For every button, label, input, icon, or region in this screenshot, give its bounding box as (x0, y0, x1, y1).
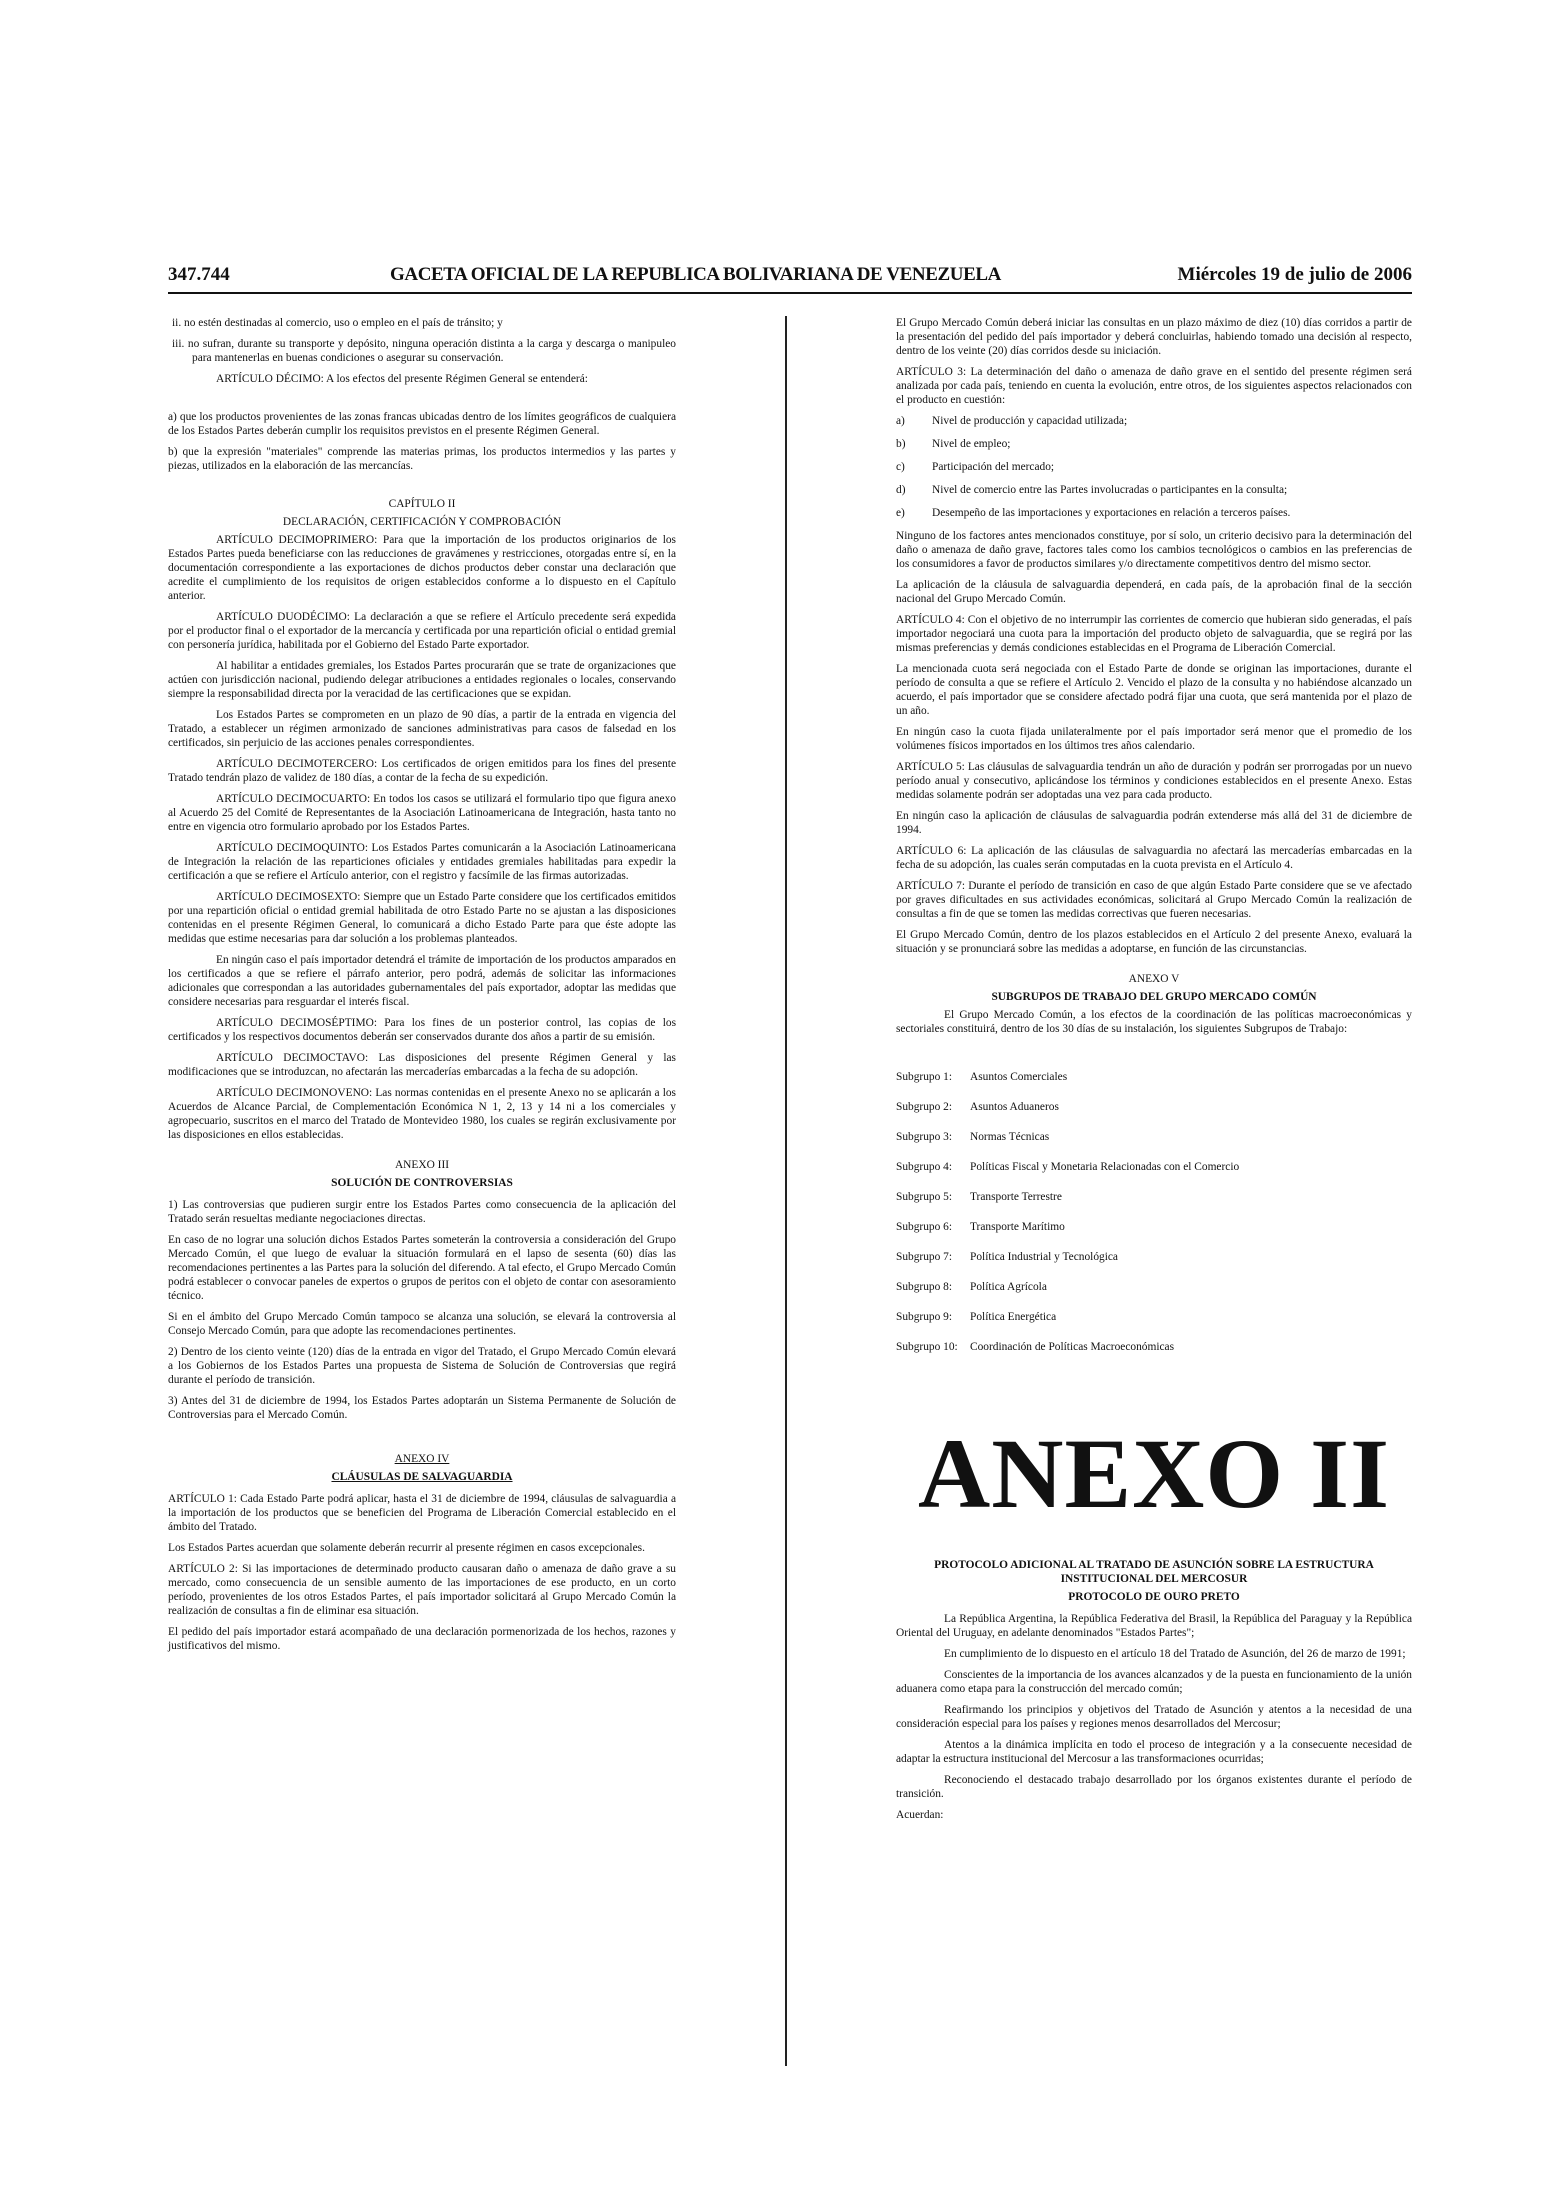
subgroup-item (896, 1130, 1412, 1144)
article-paragraph: ARTÍCULO DECIMOSEXTO: Siempre que un Estado Parte considere que los certificados emitidos por una repartición oficial o entidad gremial habilitada de otro Estado Parte no se ajustan a las disposiciones contenidas en el presente Régimen General, lo comunicará a dicho Estado Parte para que éste adopte las medidas que estime necesarias para dar solución a los problemas planteados. (168, 891, 676, 945)
right-column (896, 316, 1412, 2076)
list-item-label: d) (896, 484, 906, 496)
article-paragraph: ARTÍCULO 4: Con el objetivo de no interrumpir las corrientes de comercio que hubieran sido generadas, el país importador negociará una cuota para la importación del producto objeto de salvaguardia, que se regirá por las mismas preferencias y demás condiciones establecidas en el Programa de Liberación Comercial. (896, 614, 1412, 654)
subgroup-item (896, 1310, 1412, 1324)
protocol-closing: Acuerdan: (896, 1809, 944, 1821)
annex-3-paragraph: 2) Dentro de los ciento veinte (120) días de la entrada en vigor del Tratado, el Grupo Mercado Común elevará a los Gobiernos de los Estados Partes una propuesta de Sistema de Solución de Controversias que regirá durante el período de transición. (168, 1346, 676, 1386)
subgroup-name: Política Industrial y Tecnológica (970, 1251, 1118, 1263)
subgroup-name: Transporte Terrestre (970, 1191, 1062, 1203)
list-item-text: Nivel de empleo; (932, 438, 1011, 450)
article-paragraph: En ningún caso la aplicación de cláusulas de salvaguardia podrán extenderse más allá del 31 de diciembre de 1994. (896, 810, 1412, 836)
chapter-subtitle: DECLARACIÓN, CERTIFICACIÓN Y COMPROBACIÓN (282, 516, 562, 528)
article-paragraph: ARTÍCULO DECIMOSÉPTIMO: Para los fines de un posterior control, las copias de los certificados y los respectivos documentos deberán ser conservados durante dos años a partir de su emisión. (168, 1017, 676, 1043)
annex-4-paragraph: ARTÍCULO 1: Cada Estado Parte podrá aplicar, hasta el 31 de diciembre de 1994, cláusulas de salvaguardia a la importación de los productos que se beneficien del Programa de Liberación Comercial establecido en el ámbito del Tratado. (168, 1493, 676, 1533)
subgroup-label: Subgrupo 4: (896, 1161, 953, 1173)
article-paragraph: Ninguno de los factores antes mencionados constituye, por sí solo, un criterio decisivo para la determinación del daño o amenaza de daño grave, factores tales como los cambios tecnológicos o cambios en las preferencias de los consumidores a favor de productos similares y/o directamente competitivos dentro del mismo sector. (896, 530, 1412, 570)
article-10: ARTÍCULO DÉCIMO: A los efectos del presente Régimen General se entenderá: (216, 373, 588, 385)
article-paragraph: ARTÍCULO 3: La determinación del daño o amenaza de daño grave en el sentido del presente régimen será analizada por cada país, teniendo en cuenta la evolución, entre otros, de los siguientes aspectos relacionados con el producto en cuestión: (896, 366, 1412, 406)
list-item-label: e) (896, 507, 905, 519)
subgroup-label: Subgrupo 3: (896, 1131, 953, 1143)
list-item-label: a) (896, 415, 905, 427)
subgroup-item (896, 1070, 1412, 1084)
damage-factor-list (896, 414, 1412, 520)
subgroup-item (896, 1220, 1412, 1234)
article-paragraph: ARTÍCULO DECIMOQUINTO: Los Estados Partes comunicarán a la Asociación Latinoamericana de Integración la relación de las reparticiones oficiales y entidades gremiales habilitadas para expedir la certificación a que se refiere el Artículo anterior, con el registro y facsímile de las firmas autorizadas. (168, 842, 676, 882)
article-paragraph: En ningún caso la cuota fijada unilateralmente por el país importador será menor que el promedio de los volúmenes físicos importados en los últimos tres años calendario. (896, 726, 1412, 752)
subgroup-label: Subgrupo 9: (896, 1311, 953, 1323)
annex-5-title: ANEXO V (1128, 973, 1180, 985)
article-paragraph: Al habilitar a entidades gremiales, los Estados Partes procurarán que se trate de organizaciones que actúen con jurisdicción nacional, pudiendo delegar atribuciones a entidades regionales o locales, conservando siempre la responsabilidad directa por la veracidad de las certificaciones que se expidan. (168, 660, 676, 700)
article-paragraph: La aplicación de la cláusula de salvaguardia dependerá, en cada país, de la aprobación final de la sección nacional del Grupo Mercado Común. (896, 579, 1412, 605)
issue-date: Miércoles 19 de julio de 2006 (1177, 264, 1412, 285)
subgroup-label: Subgrupo 1: (896, 1071, 953, 1083)
subgroup-label: Subgrupo 5: (896, 1191, 953, 1203)
subgroup-name: Coordinación de Políticas Macroeconómicas (970, 1341, 1175, 1353)
article-paragraph: ARTÍCULO DECIMOPRIMERO: Para que la importación de los productos originarios de los Estados Partes pueda beneficiarse con las reducciones de gravámenes y restricciones, otorgadas entre sí, en la documentación correspondiente a las exportaciones de dichos productos deber constar una declaración que acredite el cumplimiento de los requisitos de origen establecidos conforme a lo dispuesto en el Capítulo anterior. (168, 534, 676, 602)
annex-4-paragraph: Los Estados Partes acuerdan que solamente deberán recurrir al presente régimen en casos excepcionales. (168, 1542, 645, 1554)
article-paragraph: El Grupo Mercado Común deberá iniciar las consultas en un plazo máximo de diez (10) días corridos a partir de la presentación del pedido del país importador y deberá concluirlas, habiendo tomado una decisión al respecto, dentro de los veinte (20) días corridos desde su iniciación. (896, 317, 1412, 357)
chapter-title: CAPÍTULO II (388, 498, 456, 510)
list-item-text: Nivel de comercio entre las Partes involucradas o participantes en la consulta; (932, 484, 1288, 496)
publication-title: GACETA OFICIAL DE LA REPUBLICA BOLIVARIANA DE VENEZUELA (390, 264, 1001, 285)
protocol-paragraph: En cumplimiento de lo dispuesto en el artículo 18 del Tratado de Asunción, del 26 de marzo de 1991; (944, 1648, 1406, 1660)
protocol-paragraph: Atentos a la dinámica implícita en todo el proceso de integración y a la consecuente necesidad de adaptar la estructura institucional del Mercosur a las transformaciones ocurridas; (896, 1739, 1412, 1765)
article-10-b: b) que la expresión "materiales" comprende las materias primas, los productos intermedios y las partes y piezas, utilizados en la elaboración de las mercancías. (168, 446, 676, 472)
gazette-header (168, 264, 1412, 294)
annex-3-title: ANEXO III (394, 1159, 450, 1171)
subgroup-list (896, 1070, 1412, 1354)
list-item (896, 460, 1412, 474)
article-paragraph: ARTÍCULO 6: La aplicación de las cláusulas de salvaguardia no afectará las mercaderías embarcadas en la fecha de su adopción, las cuales serán computadas en la cuota prevista en el Artículo 4. (896, 845, 1412, 871)
annex-3-paragraph: 1) Las controversias que pudieren surgir entre los Estados Partes como consecuencia de la aplicación del Tratado serán resueltas mediante negociaciones directas. (168, 1199, 676, 1225)
article-10-a: a) que los productos provenientes de las zonas francas ubicadas dentro de los límites geográficos de cualquiera de los Estados Partes deberán cumplir los requisitos previstos en el presente Régimen General. (168, 411, 676, 437)
list-item-label: b) (896, 438, 906, 450)
subgroup-label: Subgrupo 2: (896, 1101, 953, 1113)
list-item-label: c) (896, 461, 905, 473)
condition-item: ii. no estén destinadas al comercio, uso o empleo en el país de tránsito; y (172, 317, 503, 329)
subgroup-item (896, 1190, 1412, 1204)
subgroup-name: Asuntos Comerciales (970, 1071, 1068, 1083)
protocol-paragraph: Reafirmando los principios y objetivos del Tratado de Asunción y atentos a la necesidad de una consideración especial para los países y regiones menos desarrollados del Mercosur; (896, 1704, 1412, 1730)
article-paragraph: ARTÍCULO DECIMOCTAVO: Las disposiciones del presente Régimen General y las modificaciones que se introduzcan, no afectarán las mercaderías embarcadas a la fecha de su adopción. (168, 1052, 676, 1078)
subgroup-name: Asuntos Aduaneros (970, 1101, 1059, 1113)
subgroup-label: Subgrupo 7: (896, 1251, 953, 1263)
article-paragraph: ARTÍCULO DECIMONOVENO: Las normas contenidas en el presente Anexo no se aplicarán a los Acuerdos de Alcance Parcial, de Complementación Económica N 1, 2, 13 y 14 ni a los comerciales y agropecuario, suscritos en el marco del Tratado de Montevideo 1980, los cuales se regirán exclusivamente por las disposiciones en ellos establecidas. (168, 1087, 676, 1141)
left-column (168, 316, 676, 2046)
article-paragraph: ARTÍCULO 7: Durante el período de transición en caso de que algún Estado Parte considere que se ve afectado por graves dificultades en sus actividades económicas, solicitará al Grupo Mercado Común la realización de consultas a fin de que se tomen las medidas correctivas que fueren necesarias. (896, 880, 1412, 920)
subgroup-item (896, 1160, 1412, 1174)
list-item (896, 506, 1412, 520)
column-divider (785, 316, 787, 2066)
protocol-paragraph: Conscientes de la importancia de los avances alcanzados y de la puesta en funcionamiento de la unión aduanera como etapa para la construcción del mercado común; (896, 1669, 1412, 1695)
subgroup-name: Política Energética (970, 1311, 1057, 1323)
article-paragraph: ARTÍCULO 5: Las cláusulas de salvaguardia tendrán un año de duración y podrán ser prorrogadas por un nuevo período anual y consecutivo, aplicándose los términos y condiciones establecidos en el presente Anexo. Estas medidas solamente podrán ser adoptadas una vez para cada producto. (896, 761, 1412, 801)
subgroup-item (896, 1340, 1412, 1354)
list-item (896, 414, 1412, 428)
annex-3-paragraph: 3) Antes del 31 de diciembre de 1994, los Estados Partes adoptarán un Sistema Permanente de Solución de Controversias para el Mercado Común. (168, 1395, 676, 1421)
annex-3-subtitle: SOLUCIÓN DE CONTROVERSIAS (331, 1177, 513, 1189)
annex-5-subtitle: SUBGRUPOS DE TRABAJO DEL GRUPO MERCADO COMÚN (991, 991, 1317, 1003)
article-paragraph: En ningún caso el país importador detendrá el trámite de importación de los productos amparados en los certificados a que se refiere el párrafo anterior, pero podrá, además de solicitar las informaciones adicionales que correspondan a las autoridades gubernamentales del país exportador, adoptar las medidas que considere necesarias para resguardar el interés fiscal. (168, 954, 676, 1008)
annex-3-paragraph: En caso de no lograr una solución dichos Estados Partes someterán la controversia a consideración del Grupo Mercado Común, el que luego de evaluar la situación formulará en el lapso de sesenta (60) días las recomendaciones pertinentes a las Partes para la solución del diferendo. A tal efecto, el Grupo Mercado Común podrá establecer o convocar paneles de expertos o grupos de peritos con el objeto de contar con asesoramiento técnico. (168, 1234, 676, 1302)
subgroup-label: Subgrupo 6: (896, 1221, 953, 1233)
article-paragraph: El Grupo Mercado Común, dentro de los plazos establecidos en el Artículo 2 del presente Anexo, evaluará la situación y se pronunciará sobre las medidas a adoptarse, en función de las circunstancias. (896, 929, 1412, 955)
annex-3-paragraph: Si en el ámbito del Grupo Mercado Común tampoco se alcanza una solución, se elevará la controversia al Consejo Mercado Común, para que adopte las recomendaciones pertinentes. (168, 1311, 676, 1337)
article-paragraph: Los Estados Partes se comprometen en un plazo de 90 días, a partir de la entrada en vigencia del Tratado, a establecer un régimen armonizado de sanciones administrativas para casos de falsedad en los certificados, sin perjuicio de las acciones penales correspondientes. (168, 709, 676, 749)
protocol-title: PROTOCOLO ADICIONAL AL TRATADO DE ASUNCIÓN SOBRE LA ESTRUCTURA INSTITUCIONAL DEL MERCOSUR (934, 1559, 1374, 1585)
subgroup-item (896, 1100, 1412, 1114)
condition-item: iii. no sufran, durante su transporte y depósito, ninguna operación distinta a la carga y descarga o manipuleo para mantenerlas en buenas condiciones o asegurar su conservación. (172, 338, 676, 364)
subgroup-item (896, 1280, 1412, 1294)
annex-2-heading: ANEXO II (918, 1418, 1390, 1529)
protocol-paragraph: La República Argentina, la República Federativa del Brasil, la República del Paraguay y la República Oriental del Uruguay, en adelante denominados "Estados Partes"; (896, 1613, 1412, 1639)
subgroup-name: Políticas Fiscal y Monetaria Relacionadas con el Comercio (970, 1161, 1240, 1173)
annex-4-paragraph: El pedido del país importador estará acompañado de una declaración pormenorizada de los hechos, razones y justificativos del mismo. (168, 1626, 676, 1652)
article-paragraph: ARTÍCULO DECIMOCUARTO: En todos los casos se utilizará el formulario tipo que figura anexo al Acuerdo 25 del Comité de Representantes de la Asociación Latinoamericana de Integración, hasta tanto no entre en vigencia otro formulario aprobado por los Estados Partes. (168, 793, 676, 833)
list-item (896, 437, 1412, 451)
article-paragraph: ARTÍCULO DUODÉCIMO: La declaración a que se refiere el Artículo precedente será expedida por el productor final o el exportador de la mercancía y certificada por una repartición oficial o entidad gremial con personería jurídica, habilitada por el Gobierno del Estado Parte exportador. (168, 611, 676, 651)
subgroup-name: Normas Técnicas (970, 1131, 1050, 1143)
subgroup-name: Política Agrícola (970, 1281, 1047, 1293)
annex-4-title: ANEXO IV (394, 1453, 450, 1465)
page-number: 347.744 (168, 264, 230, 285)
list-item-text: Participación del mercado; (932, 461, 1055, 473)
protocol-paragraph: Reconociendo el destacado trabajo desarrollado por los órganos existentes durante el período de transición. (896, 1774, 1412, 1800)
annex-5-intro: El Grupo Mercado Común, a los efectos de la coordinación de las políticas macroeconómicas y sectoriales constituirá, dentro de los 30 días de su instalación, los siguientes Subgrupos de Trabajo: (896, 1009, 1412, 1035)
subgroup-item (896, 1250, 1412, 1264)
subgroup-label: Subgrupo 10: (896, 1341, 958, 1353)
subgroup-label: Subgrupo 8: (896, 1281, 953, 1293)
annex-4-subtitle: CLÁUSULAS DE SALVAGUARDIA (331, 1471, 513, 1483)
article-paragraph: ARTÍCULO DECIMOTERCERO: Los certificados de origen emitidos para los fines del presente Tratado tendrán plazo de validez de 180 días, a contar de la fecha de su expedición. (168, 758, 676, 784)
list-item-text: Desempeño de las importaciones y exportaciones en relación a terceros países. (932, 507, 1291, 519)
annex-4-paragraph: ARTÍCULO 2: Si las importaciones de determinado producto causaran daño o amenaza de daño grave a su mercado, como consecuencia de un sensible aumento de las importaciones de ese producto, en un corto período, provenientes de los otros Estados Partes, el país importador solicitará al Grupo Mercado Común la realización de consultas a fin de eliminar esa situación. (168, 1563, 676, 1617)
list-item-text: Nivel de producción y capacidad utilizada; (932, 415, 1128, 427)
transit-conditions (168, 316, 676, 365)
protocol-subtitle: PROTOCOLO DE OURO PRETO (1068, 1591, 1240, 1603)
article-paragraph: La mencionada cuota será negociada con el Estado Parte de donde se originan las importaciones, durante el período de consulta a que se refiere el Artículo 2. Vencido el plazo de la consulta y no habiéndose alcanzado un acuerdo, el país importador que se considere afectado podrá fijar una cuota, que será mantenida por el plazo de un año. (896, 663, 1412, 717)
list-item (896, 483, 1412, 497)
subgroup-name: Transporte Marítimo (970, 1221, 1065, 1233)
